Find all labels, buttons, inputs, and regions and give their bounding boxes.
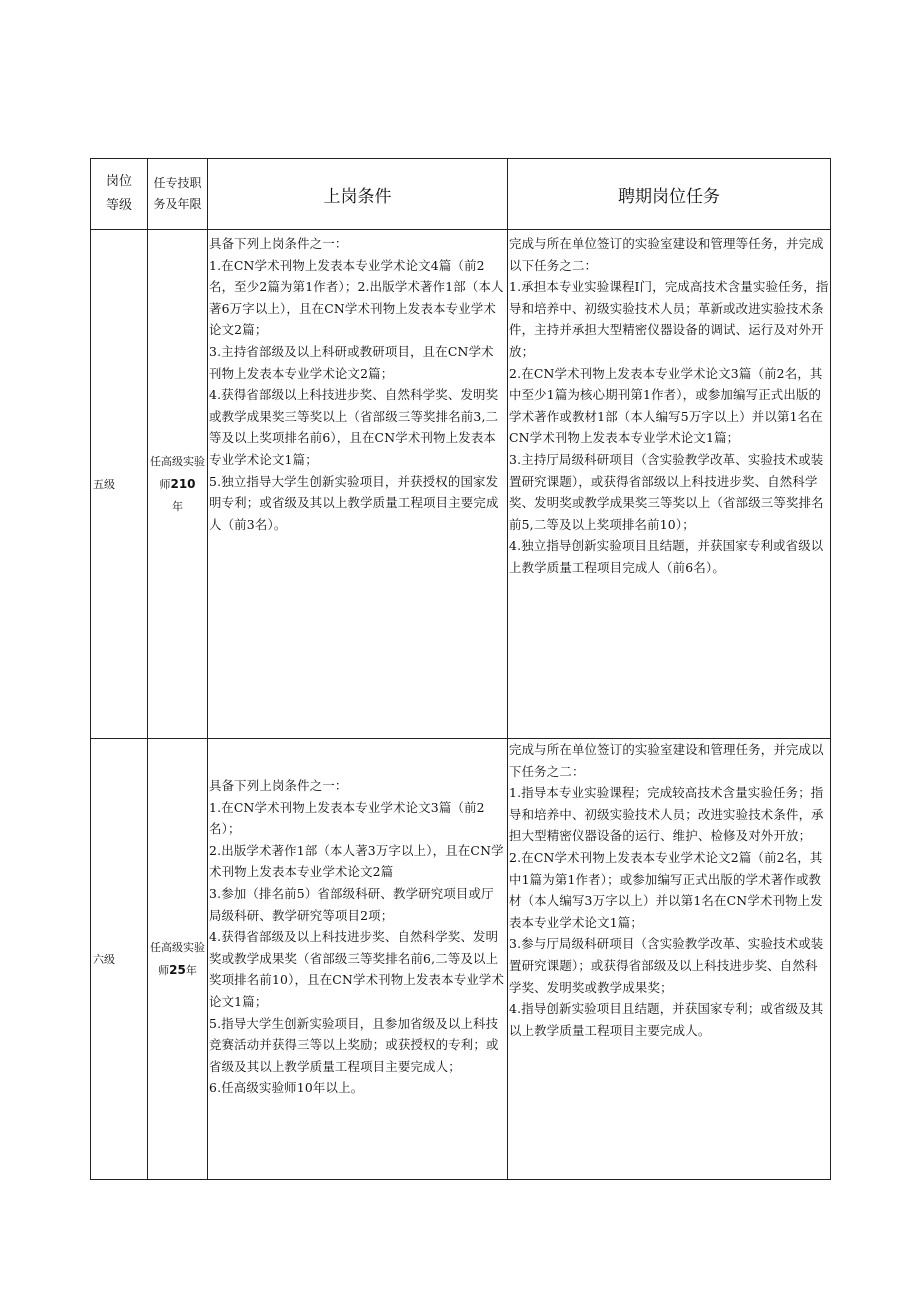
condition-item: 具备下列上岗条件之一： bbox=[209, 236, 348, 251]
level-cell: 六级 bbox=[91, 739, 148, 1180]
header-level-line1: 岗位 bbox=[105, 174, 132, 189]
condition-item: 5.指导大学生创新实验项目，且参加省级及以上科技竞赛活动并获得三等以上奖励；或获授权的专利；或省级及其以上教学质量工程项目主要完成人； bbox=[209, 1015, 499, 1074]
title-prefix: 任高级实验师 bbox=[150, 454, 205, 491]
header-conditions-label: 上岗条件 bbox=[323, 186, 392, 207]
header-tasks bbox=[508, 159, 831, 230]
task-item: 3.主持厅局级科研项目（含实验教学改革、实验技术或装置研究课题），或获得省部级以上科技进步奖、自然科学奖、发明奖或教学成果奖三等奖以上（省部级三等奖排名前5,二等及以上奖项排名前10）； bbox=[509, 451, 824, 532]
condition-item: 2.出版学术著作1部（本人著3万字以上），且在CN学术刊物上发表本专业学术论文2篇 bbox=[209, 842, 504, 880]
task-item: 完成与所在单位签订的实验室建设和管理任务，并完成以下任务之二： bbox=[509, 742, 824, 779]
condition-item: 5.独立指导大学生创新实验项目，并获授权的国家发明专利；或省级及其以上教学质量工程项目主要完成人（前3名）。 bbox=[209, 473, 499, 532]
condition-item: 具备下列上岗条件之一： bbox=[209, 778, 348, 793]
condition-item: 1.在CN学术刊物上发表本专业学术论文4篇（前2名，至少2篇为第1作者）；2.出版学术著作1部（本人著6万字以上），且在CN学术刊物上发表本专业学术论文2篇； bbox=[209, 257, 504, 338]
title-prefix: 任高级实验师 bbox=[150, 940, 205, 977]
title-number: 210 bbox=[170, 476, 196, 491]
task-item: 4.指导创新实验项目且结题，并获国家专利；或省级及其以上教学质量工程项目主要完成人。 bbox=[509, 1001, 824, 1038]
condition-item: 3.主持省部级及以上科研或教研项目，且在CN学术刊物上发表本专业学术论文2篇； bbox=[209, 343, 494, 381]
header-level-line2: 等级 bbox=[105, 198, 132, 213]
task-item: 2.在CN学术刊物上发表本专业学术论文2篇（前2名，其中1篇为第1作者）；或参加编写正式出版的学术著作或教材（本人编写3万字以上）并以第1名在CN学术刊物上发表本专业学术论文1篇； bbox=[509, 849, 823, 930]
task-item: 4.独立指导创新实验项目且结题，并获国家专利或省级以上教学质量工程项目完成人（前6名）。 bbox=[509, 538, 824, 575]
conditions-cell bbox=[208, 230, 508, 739]
header-title bbox=[148, 159, 208, 230]
table-row bbox=[91, 739, 831, 1180]
task-item: 2.在CN学术刊物上发表本专业学术论文3篇（前2名，其中至少1篇为核心期刊第1作者），或参加编写正式出版的学术著作或教材1部（本人编写5万字以上）并以第1名在CN学术刊物上发表本专业学术论文1篇； bbox=[509, 365, 823, 446]
table-row bbox=[91, 230, 831, 739]
task-item: 1.指导本专业实验课程；完成较高技术含量实验任务；指导和培养中、初级实验技术人员；改进实验技术条件，承担大型精密仪器设备的运行、维护、检修及对外开放； bbox=[509, 785, 824, 844]
task-item: 完成与所在单位签订的实验室建设和管理等任务，并完成以下任务之二： bbox=[509, 236, 824, 273]
header-tasks-label: 聘期岗位任务 bbox=[618, 186, 720, 207]
condition-item: 4.获得省部级及以上科技进步奖、自然科学奖、发明奖或教学成果奖（省部级三等奖排名前6,二等及以上奖项排名前10），且在CN学术刊物上发表本专业学术论文1篇； bbox=[209, 929, 505, 1009]
task-item: 3.参与厅局级科研项目（含实验教学改革、实验技术或装置研究课题）；或获得省部级及以上科技进步奖、自然科学奖、发明奖或教学成果奖； bbox=[509, 936, 824, 995]
title-cell bbox=[148, 230, 208, 739]
header-title-line1: 任专技职 bbox=[153, 176, 202, 190]
task-item: 1.承担本专业实验课程I门，完成高技术含量实验任务，指导和培养中、初级实验技术人员；革新或改进实验技术条件，主持并承担大型精密仪器设备的调试、运行及对外开放； bbox=[509, 279, 829, 359]
table-header-row bbox=[91, 159, 831, 230]
header-conditions bbox=[208, 159, 508, 230]
condition-item: 6.任高级实验师10年以上。 bbox=[209, 1080, 364, 1096]
header-level bbox=[91, 159, 148, 230]
title-suffix: 年 bbox=[172, 499, 183, 513]
tasks-cell bbox=[508, 739, 831, 1180]
header-title-line2: 务及年限 bbox=[153, 197, 202, 211]
tasks-cell bbox=[508, 230, 831, 739]
level-cell: 五级 bbox=[91, 230, 148, 739]
title-cell bbox=[148, 739, 208, 1180]
post-requirements-table bbox=[90, 158, 831, 1180]
condition-item: 1.在CN学术刊物上发表本专业学术论文3篇（前2名）； bbox=[209, 799, 485, 837]
title-number: 25 bbox=[169, 962, 186, 977]
title-suffix: 年 bbox=[185, 963, 197, 977]
condition-item: 4.获得省部级以上科技进步奖、自然科学奖、发明奖或教学成果奖三等奖以上（省部级三等奖排名前3,二等及以上奖项排名前6），且在CN学术刊物上发表本专业学术论文1篇； bbox=[209, 387, 499, 467]
conditions-cell bbox=[208, 739, 508, 1180]
condition-item: 3.参加（排名前5）省部级科研、教学研究项目或厅局级科研、教学研究等项目2项； bbox=[209, 885, 494, 923]
